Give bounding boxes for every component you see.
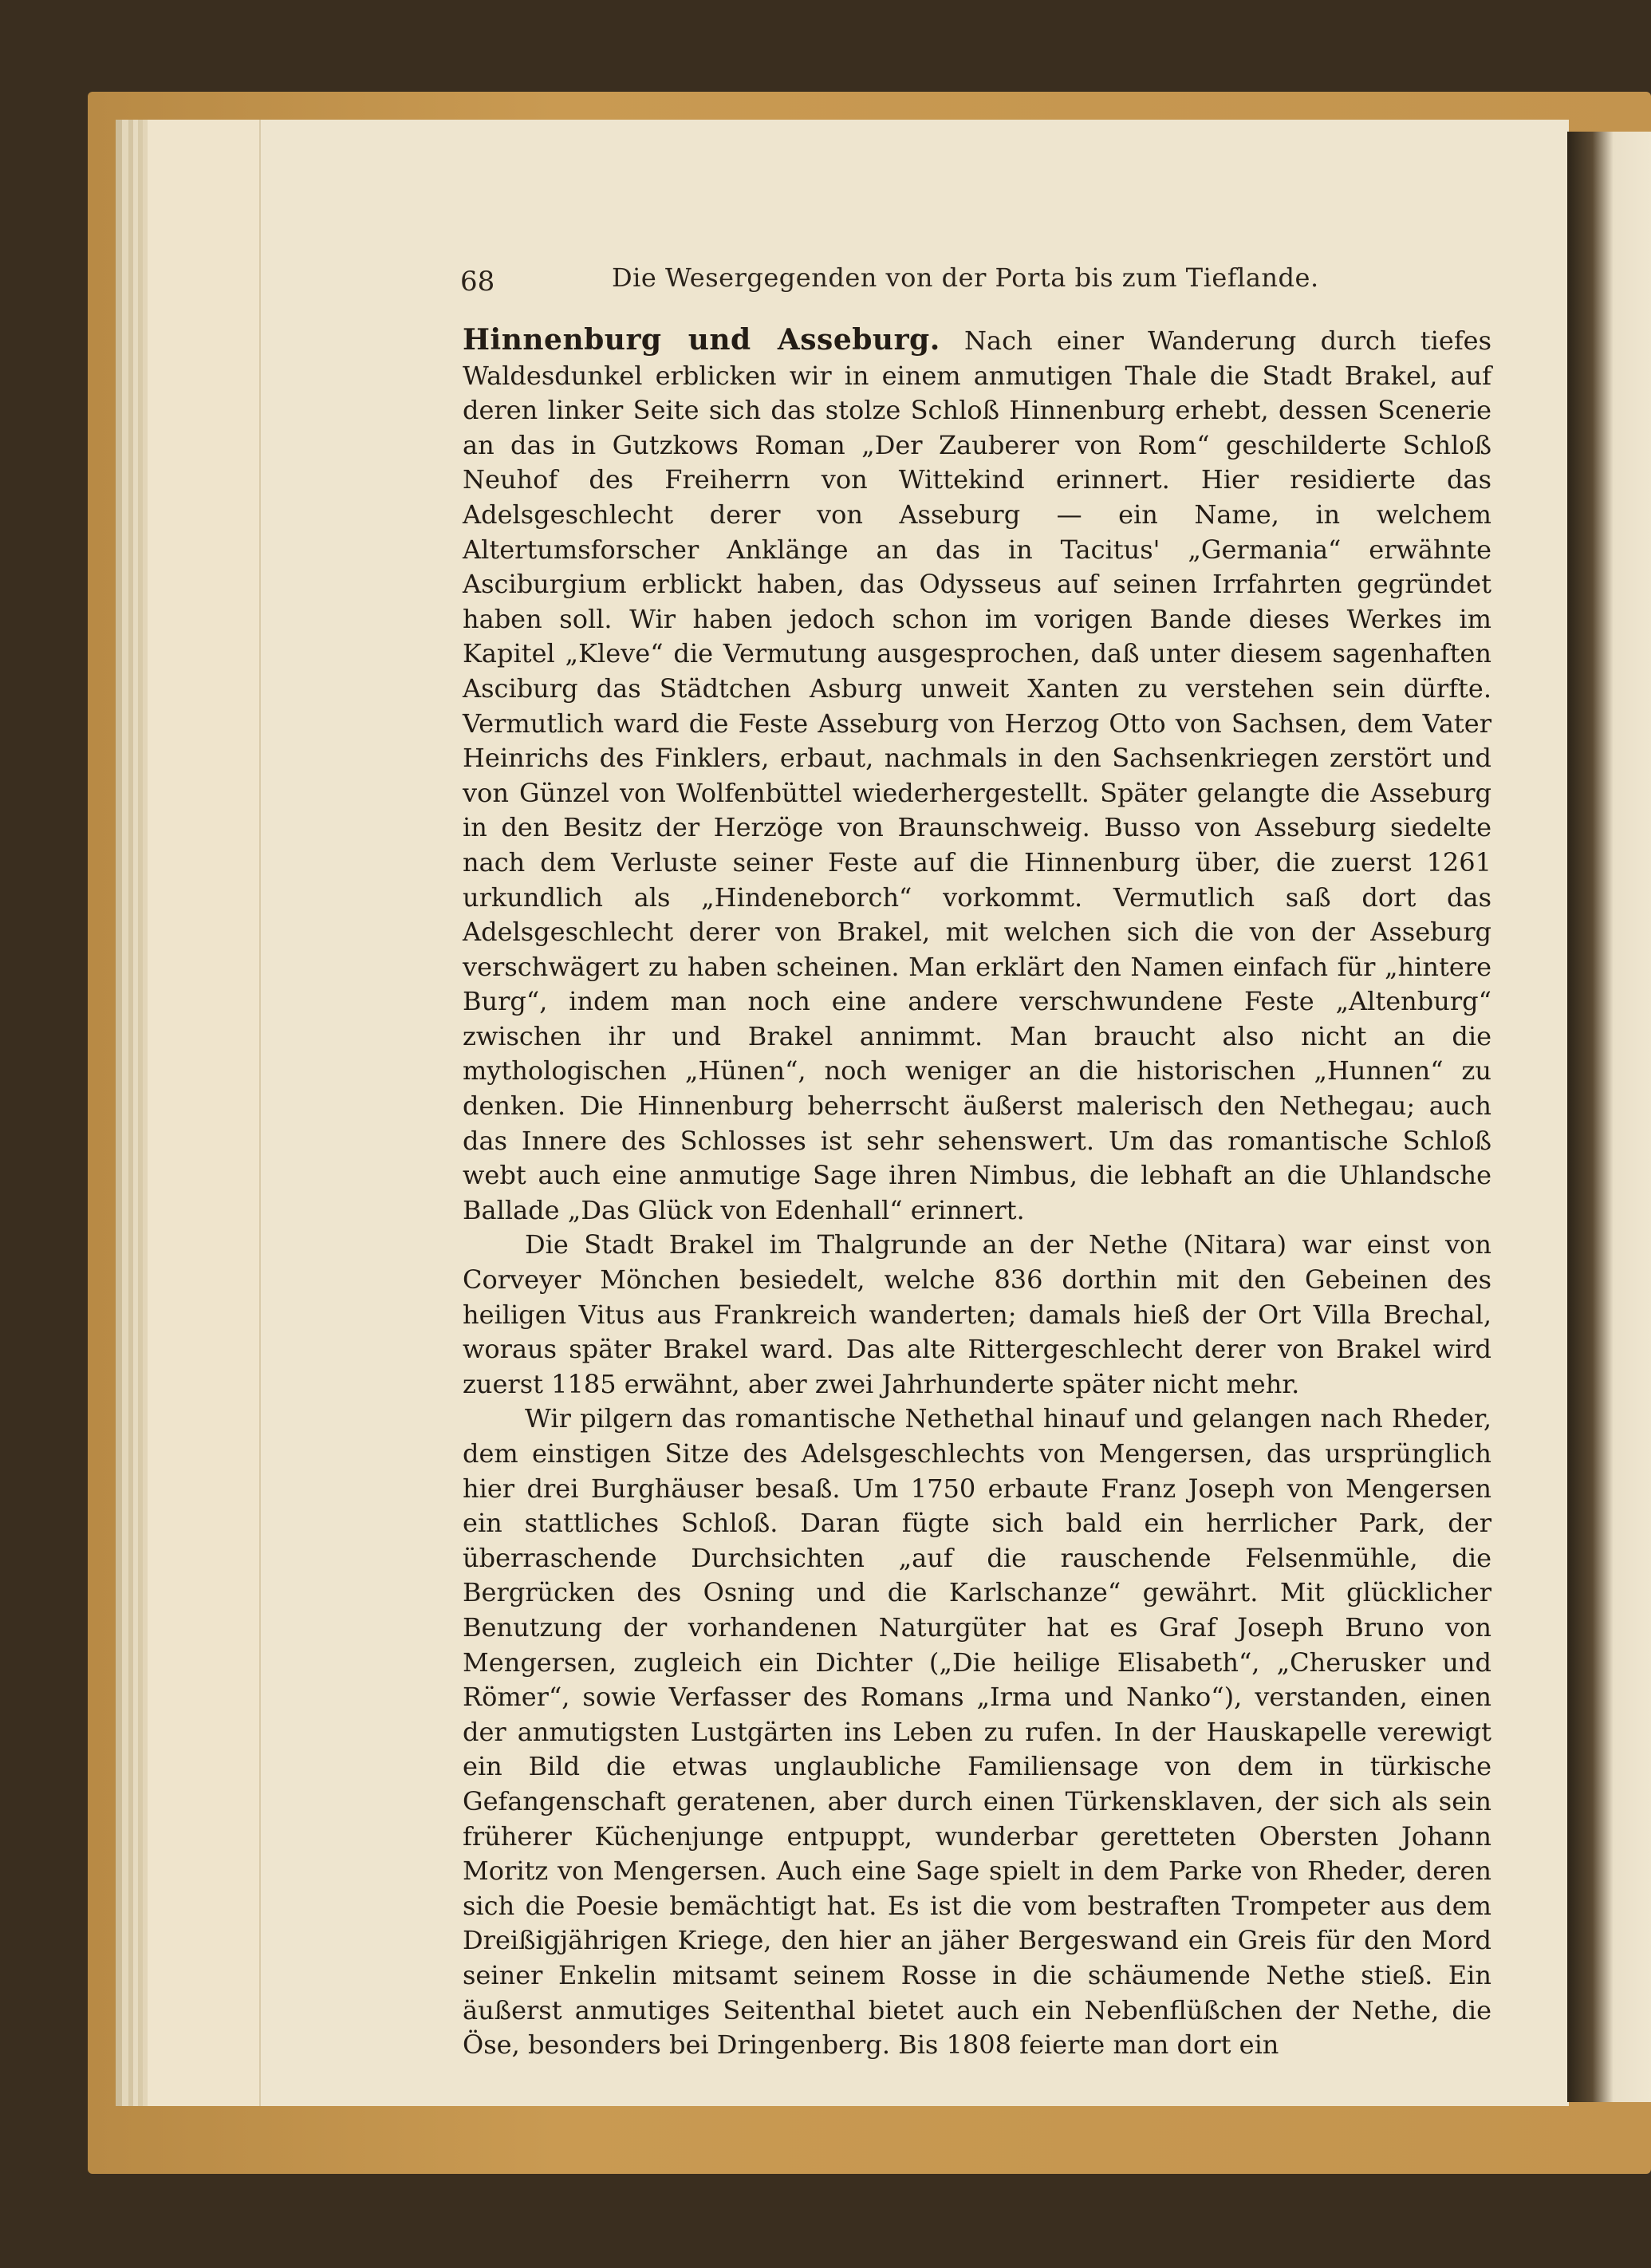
body-text bbox=[463, 323, 1491, 2063]
page-number: 68 bbox=[460, 266, 495, 298]
paragraph-1 bbox=[463, 323, 1491, 1228]
next-page-edge bbox=[1567, 132, 1651, 2102]
section-heading: Hinnenburg und Asseburg. bbox=[463, 323, 940, 357]
page-header bbox=[460, 259, 1505, 307]
paragraph-3: Wir pilgern das romantische Nethethal hinauf und gelangen nach Rheder, dem einstigen Sitze des Adelsgeschlechts von Mengersen, das ursprünglich hier drei Burghäuser besaß. Um 1750 erbaute Franz Joseph von Mengersen ein stattliches Schloß. Daran fügte sich bald ein herrlicher Park, der überraschende Durchsichten „auf die rauschende Felsenmühle, die Bergrücken des Osning und die Karlschanze“ gewährt. Mit glücklicher Benutzung der vorhandenen Naturgüter hat es Graf Joseph Bruno von Mengersen, zugleich ein Dichter („Die heilige Elisabeth“, „Cherusker und Römer“, sowie Verfasser des Romans „Irma und Nanko“), verstanden, einen der anmutigsten Lustgärten ins Leben zu rufen. In der Hauskapelle verewigt ein Bild die etwas unglaubliche Familiensage von dem in türkische Gefangenschaft geratenen, aber durch einen Türkensklaven, der sich als sein früherer Küchenjunge entpuppt, wunderbar geretteten Obersten Johann Moritz von Mengersen. Auch eine Sage spielt in dem Parke von Rheder, deren sich die Poesie bemächtigt hat. Es ist die vom bestraften Trompeter aus dem Dreißigjährigen Kriege, den hier an jäher Bergeswand ein Greis für den Mord seiner Enkelin mitsamt seinem Rosse in die schäumende Nethe stieß. Ein äußerst anmutiges Seitenthal bietet auch ein Nebenflüßchen der Nethe, die Öse, besonders bei Dringenberg. Bis 1808 feierte man dort ein bbox=[463, 1403, 1491, 2061]
running-head: Die Wesergegenden von der Porta bis zum Tieflande. bbox=[612, 262, 1319, 293]
paragraph-2: Die Stadt Brakel im Thalgrunde an der Nethe (Nitara) war einst von Corveyer Mönchen besiedelt, welche 836 dorthin mit den Gebeinen des heiligen Vitus aus Frankreich wanderten; damals hieß der Ort Villa Brechal, woraus später Brakel ward. Das alte Rittergeschlecht derer von Brakel wird zuerst 1185 erwähnt, aber zwei Jahrhunderte später nicht mehr. bbox=[463, 1229, 1491, 1399]
paragraph-1-text: Nach einer Wanderung durch tiefes Waldesdunkel erblicken wir in einem anmutigen Thale die Stadt Brakel, auf deren linker Seite sich das stolze Schloß Hinnenburg erhebt, dessen Scenerie an das in Gutzkows Roman „Der Zauberer von Rom“ geschilderte Schloß Neuhof des Freiherrn von Wittekind erinnert. Hier residierte das Adelsgeschlecht derer von Asseburg — ein Name, in welchem Altertumsforscher Anklänge an das in Tacitus' „Germania“ erwähnte Asciburgium erblickt haben, das Odysseus auf seinen Irrfahrten gegründet haben soll. Wir haben jedoch schon im vorigen Bande dieses Werkes im Kapitel „Kleve“ die Vermutung ausgesprochen, daß unter diesem sagenhaften Asciburg das Städtchen Asburg unweit Xanten zu verstehen sein dürfte. Vermutlich ward die Feste Asseburg von Herzog Otto von Sachsen, dem Vater Heinrichs des Finklers, erbaut, nachmals in den Sachsenkriegen zerstört und von Günzel von Wolfenbüttel wiederhergestellt. Später gelangte die Asseburg in den Besitz der Herzöge von Braunschweig. Busso von Asseburg siedelte nach dem Verluste seiner Feste auf die Hinnenburg über, die zuerst 1261 urkundlich als „Hindeneborch“ vorkommt. Vermutlich saß dort das Adelsgeschlecht derer von Brakel, mit welchen sich die von der Asseburg verschwägert zu haben scheinen. Man erklärt den Namen einfach für „hintere Burg“, indem man noch eine andere verschwundene Feste „Altenburg“ zwischen ihr und Brakel annimmt. Man braucht also nicht an die mythologischen „Hünen“, noch weniger an die historischen „Hunnen“ zu denken. Die Hinnenburg beherrscht äußerst malerisch den Nethegau; auch das Innere des Schlosses ist sehr sehenswert. Um das romantische Schloß webt auch eine anmutige Sage ihren Nimbus, die lebhaft an die Uhlandsche Ballade „Das Glück von Edenhall“ erinnert. bbox=[463, 325, 1492, 1225]
